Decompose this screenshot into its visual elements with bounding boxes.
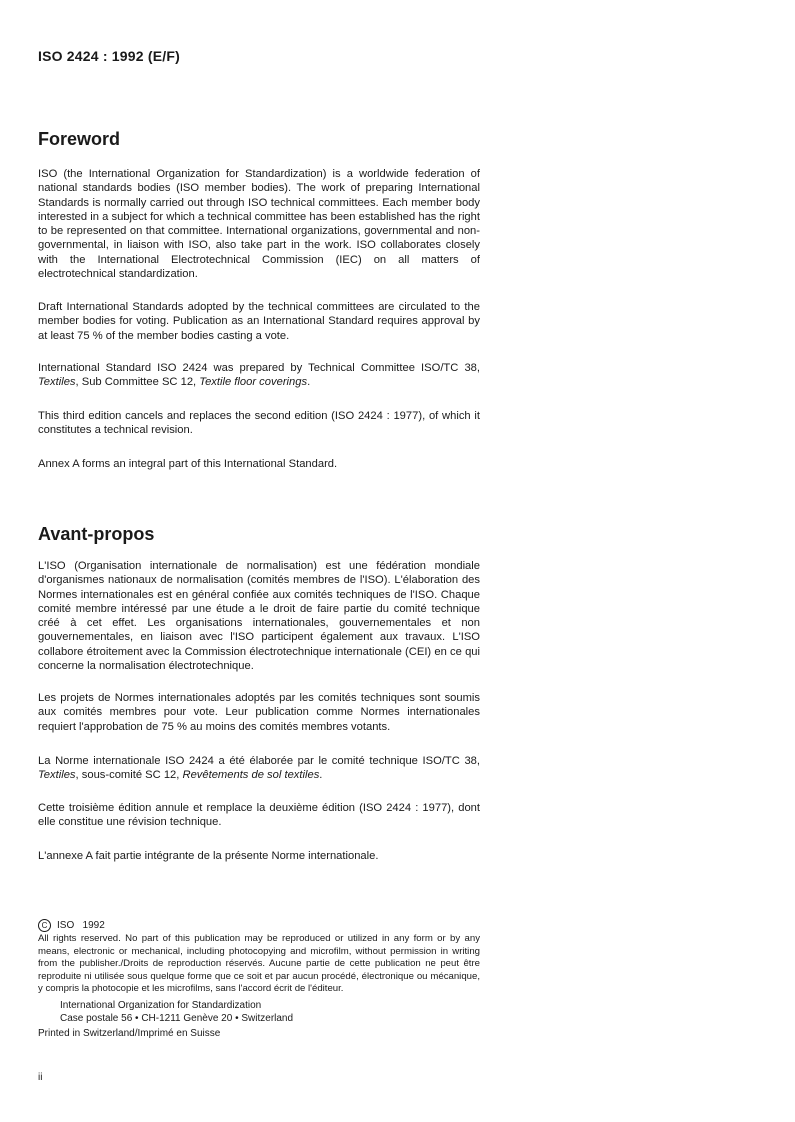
organization-address: Case postale 56 • CH-1211 Genève 20 • Switzerland bbox=[60, 1013, 294, 1024]
document-id-header: ISO 2424 : 1992 (E/F) bbox=[38, 48, 180, 64]
avant-propos-heading: Avant-propos bbox=[38, 524, 155, 544]
foreword-paragraph-2: Draft International Standards adopted by the technical committees are circulated to the member bodies for voting. Publication as an International Standard requires approval by at least 75 % of the member bodies casting a vote. bbox=[38, 301, 480, 342]
avant-propos-paragraph-5: L'annexe A fait partie intégrante de la présente Norme internationale. bbox=[38, 850, 379, 862]
avant-propos-paragraph-4: Cette troisième édition annule et remplace la deuxième édition (ISO 2424 : 1977), dont elle constitue une révision technique. bbox=[38, 802, 480, 829]
copyright-year: ISO 1992 bbox=[57, 920, 105, 932]
printed-in: Printed in Switzerland/Imprimé en Suisse bbox=[38, 1028, 221, 1039]
foreword-paragraph-3: International Standard ISO 2424 was prepared by Technical Committee ISO/TC 38, Textiles, Sub Committee SC 12, Textile floor coverings. bbox=[38, 362, 480, 389]
foreword-paragraph-4: This third edition cancels and replaces the second edition (ISO 2424 : 1977), of which it constitutes a technical revision. bbox=[38, 410, 480, 437]
foreword-heading: Foreword bbox=[38, 129, 121, 149]
organization-name: International Organization for Standardization bbox=[60, 1000, 262, 1011]
avant-propos-paragraph-1: L'ISO (Organisation internationale de normalisation) est une fédération mondiale d'organismes nationaux de normalisation (comités membres de l'ISO). L'élaboration des Normes internationales est en général confiée aux comités techniques de l'ISO. Chaque comité membre intéressé par une étude a le droit de faire partie du comité technique créé à cet effet. Les organisations internationales, gouvernementales et non gouvernementales, en liaison avec l'ISO participent également aux travaux. L'ISO collabore étroitement avec la Commission électrotechnique internationale (CEI) en ce qui concerne la normalisation électrotechnique. bbox=[38, 560, 480, 673]
foreword-paragraph-5: Annex A forms an integral part of this International Standard. bbox=[38, 458, 338, 470]
foreword-paragraph-1: ISO (the International Organization for Standardization) is a worldwide federation of national standards bodies (ISO member bodies). The work of preparing International Standards is normally carried out through ISO technical committees. Each member body interested in a subject for which a technical committee has been established has the right to be represented on that committee. International organizations, governmental and non-governmental, in liaison with ISO, also take part in the work. ISO collaborates closely with the International Electrotechnical Commission (IEC) on all matters of electrotechnical standardization. bbox=[38, 168, 480, 281]
page-number: ii bbox=[38, 1072, 43, 1083]
copyright-icon: C bbox=[38, 919, 51, 932]
copyright-line bbox=[38, 919, 105, 932]
avant-propos-paragraph-2: Les projets de Normes internationales adoptés par les comités techniques sont soumis aux comités membres pour vote. Leur publication comme Normes internationales requiert l'approbation de 75 % au moins des comités membres votants. bbox=[38, 692, 480, 733]
avant-propos-paragraph-3: La Norme internationale ISO 2424 a été élaborée par le comité technique ISO/TC 38, Textiles, sous-comité SC 12, Revêtements de sol textiles. bbox=[38, 755, 480, 782]
copyright-notice: All rights reserved. No part of this publication may be reproduced or utilized in any form or by any means, electronic or mechanical, including photocopying and microfilm, without permission in writing from the publisher./Droits de reproduction réservés. Aucune partie de cette publication ne peut être reproduite ni utilisée sous quelque forme que ce soit et par aucun procédé, électronique ou mécanique, y compris la photocopie et les microfilms, sans l'accord écrit de l'éditeur. bbox=[38, 933, 480, 995]
